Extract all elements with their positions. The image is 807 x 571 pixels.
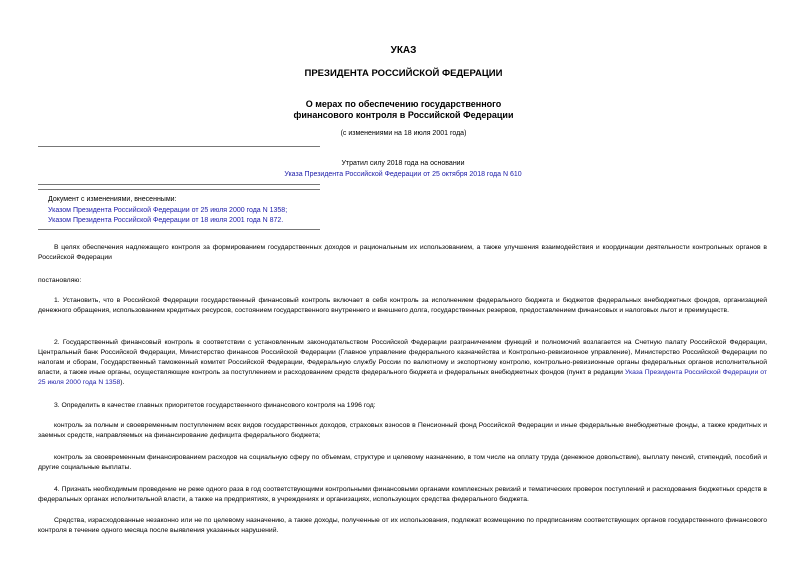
document-issuer: ПРЕЗИДЕНТА РОССИЙСКОЙ ФЕДЕРАЦИИ [304, 68, 503, 79]
divider [38, 146, 320, 147]
heading-line-2: финансового контроля в Российской Федерации [293, 110, 514, 120]
divider [38, 229, 320, 230]
paragraph-3: 3. Определить в качестве главных приоритетов государственного финансового контроля на 1996 год: [54, 402, 376, 409]
paragraph-4: 4. Признать необходимым проведение не реже одного раза в год соответствующими контрольными финансовыми органами комплексных ревизий и тематических проверок поступлений и расходования бюджетных средств в федеральных органах исполнительной власти, а также на предприятиях, в учреждениях и организациях, использующих средства федерального бюджета. [38, 486, 767, 503]
divider [38, 189, 320, 190]
paragraph-2-link[interactable]: Указа Президента Российской Федерации от 25 июля 2000 года N 1358 [38, 369, 768, 386]
preamble-paragraph: В целях обеспечения надлежащего контроля за формированием государственных доходов и рациональным их использованием, а также улучшения взаимодействия и координации деятельности контрольных органов в Российской Федерации [38, 244, 767, 261]
decree-word: постановляю: [38, 277, 82, 284]
document-heading [0, 99, 807, 121]
document-title: УКАЗ [390, 45, 417, 56]
void-notice [280, 158, 526, 180]
paragraph-2 [38, 338, 767, 388]
void-notice-link[interactable]: Указа Президента Российской Федерации от 25 октября 2018 года N 610 [284, 171, 522, 178]
amendment-link[interactable]: Указом Президента Российской Федерации от 18 июля 2001 года N 872. [48, 217, 284, 224]
heading-line-1: О мерах по обеспечению государственного [305, 99, 502, 109]
paragraph-1: 1. Установить, что в Российской Федерации государственный финансовый контроль включает в себя контроль за исполнением федерального бюджета и бюджетов федеральных внебюджетных фондов, организацией денежного обращения, использованием кредитных ресурсов, состоянием государственного внутреннего и внешнего долга, государственных резервов, предоставлением финансовых и налоговых льгот и преимуществ. [38, 297, 767, 314]
amendments-label: Документ с изменениями, внесенными: [48, 196, 177, 203]
paragraph-2-end: ). [120, 379, 125, 386]
amendments-list [48, 195, 287, 227]
divider [38, 184, 320, 185]
paragraph-2-text: 2. Государственный финансовый контроль в соответствии с установленным законодательством Российской Федерации разграничением функций и полномочий возлагается на Счетную палату Российской Федерации, Центральный банк Российской Федерации, Министерство финансов Российской Федерации (Главное управление федерального казначейства и Контрольно-ревизионное управление), Министерство Российской Федерации по налогам и сборам, Государственный таможенный комитет Российской Федерации, Федеральную службу России по валютному и экспортному контролю, контрольно-ревизионные органы федеральных органов исполнительной власти, а также иные органы, осуществляющие контроль за поступлением и расходованием средств федерального бюджета и федеральных внебюджетных фондов (пункт в редакции [38, 339, 767, 376]
edition-note: (с изменениями на 18 июля 2001 года) [340, 130, 467, 137]
paragraph-3b: контроль за своевременным финансированием расходов на социальную сферу по объемам, структуре и целевому назначению, в том числе на оплату труда (денежное довольствие), выплату пенсий, стипендий, пособий и другие социальные выплаты. [38, 454, 767, 471]
paragraph-3a: контроль за полным и своевременным поступлением всех видов государственных доходов, страховых взносов в Пенсионный фонд Российской Федерации и иные федеральные внебюджетные фонды, а также кредитных и заемных средств, направляемых на финансирование дефицита федерального бюджета; [38, 422, 767, 439]
amendment-link[interactable]: Указом Президента Российской Федерации от 25 июля 2000 года N 1358; [48, 206, 288, 214]
paragraph-5: Средства, израсходованные незаконно или не по целевому назначению, а также доходы, полученные от их использования, подлежат возмещению по предписаниям соответствующих органов государственного финансового контроля в течение одного месяца после выявления указанных нарушений. [38, 517, 767, 534]
void-notice-text: Утратил силу 2018 года на основании [341, 160, 465, 167]
